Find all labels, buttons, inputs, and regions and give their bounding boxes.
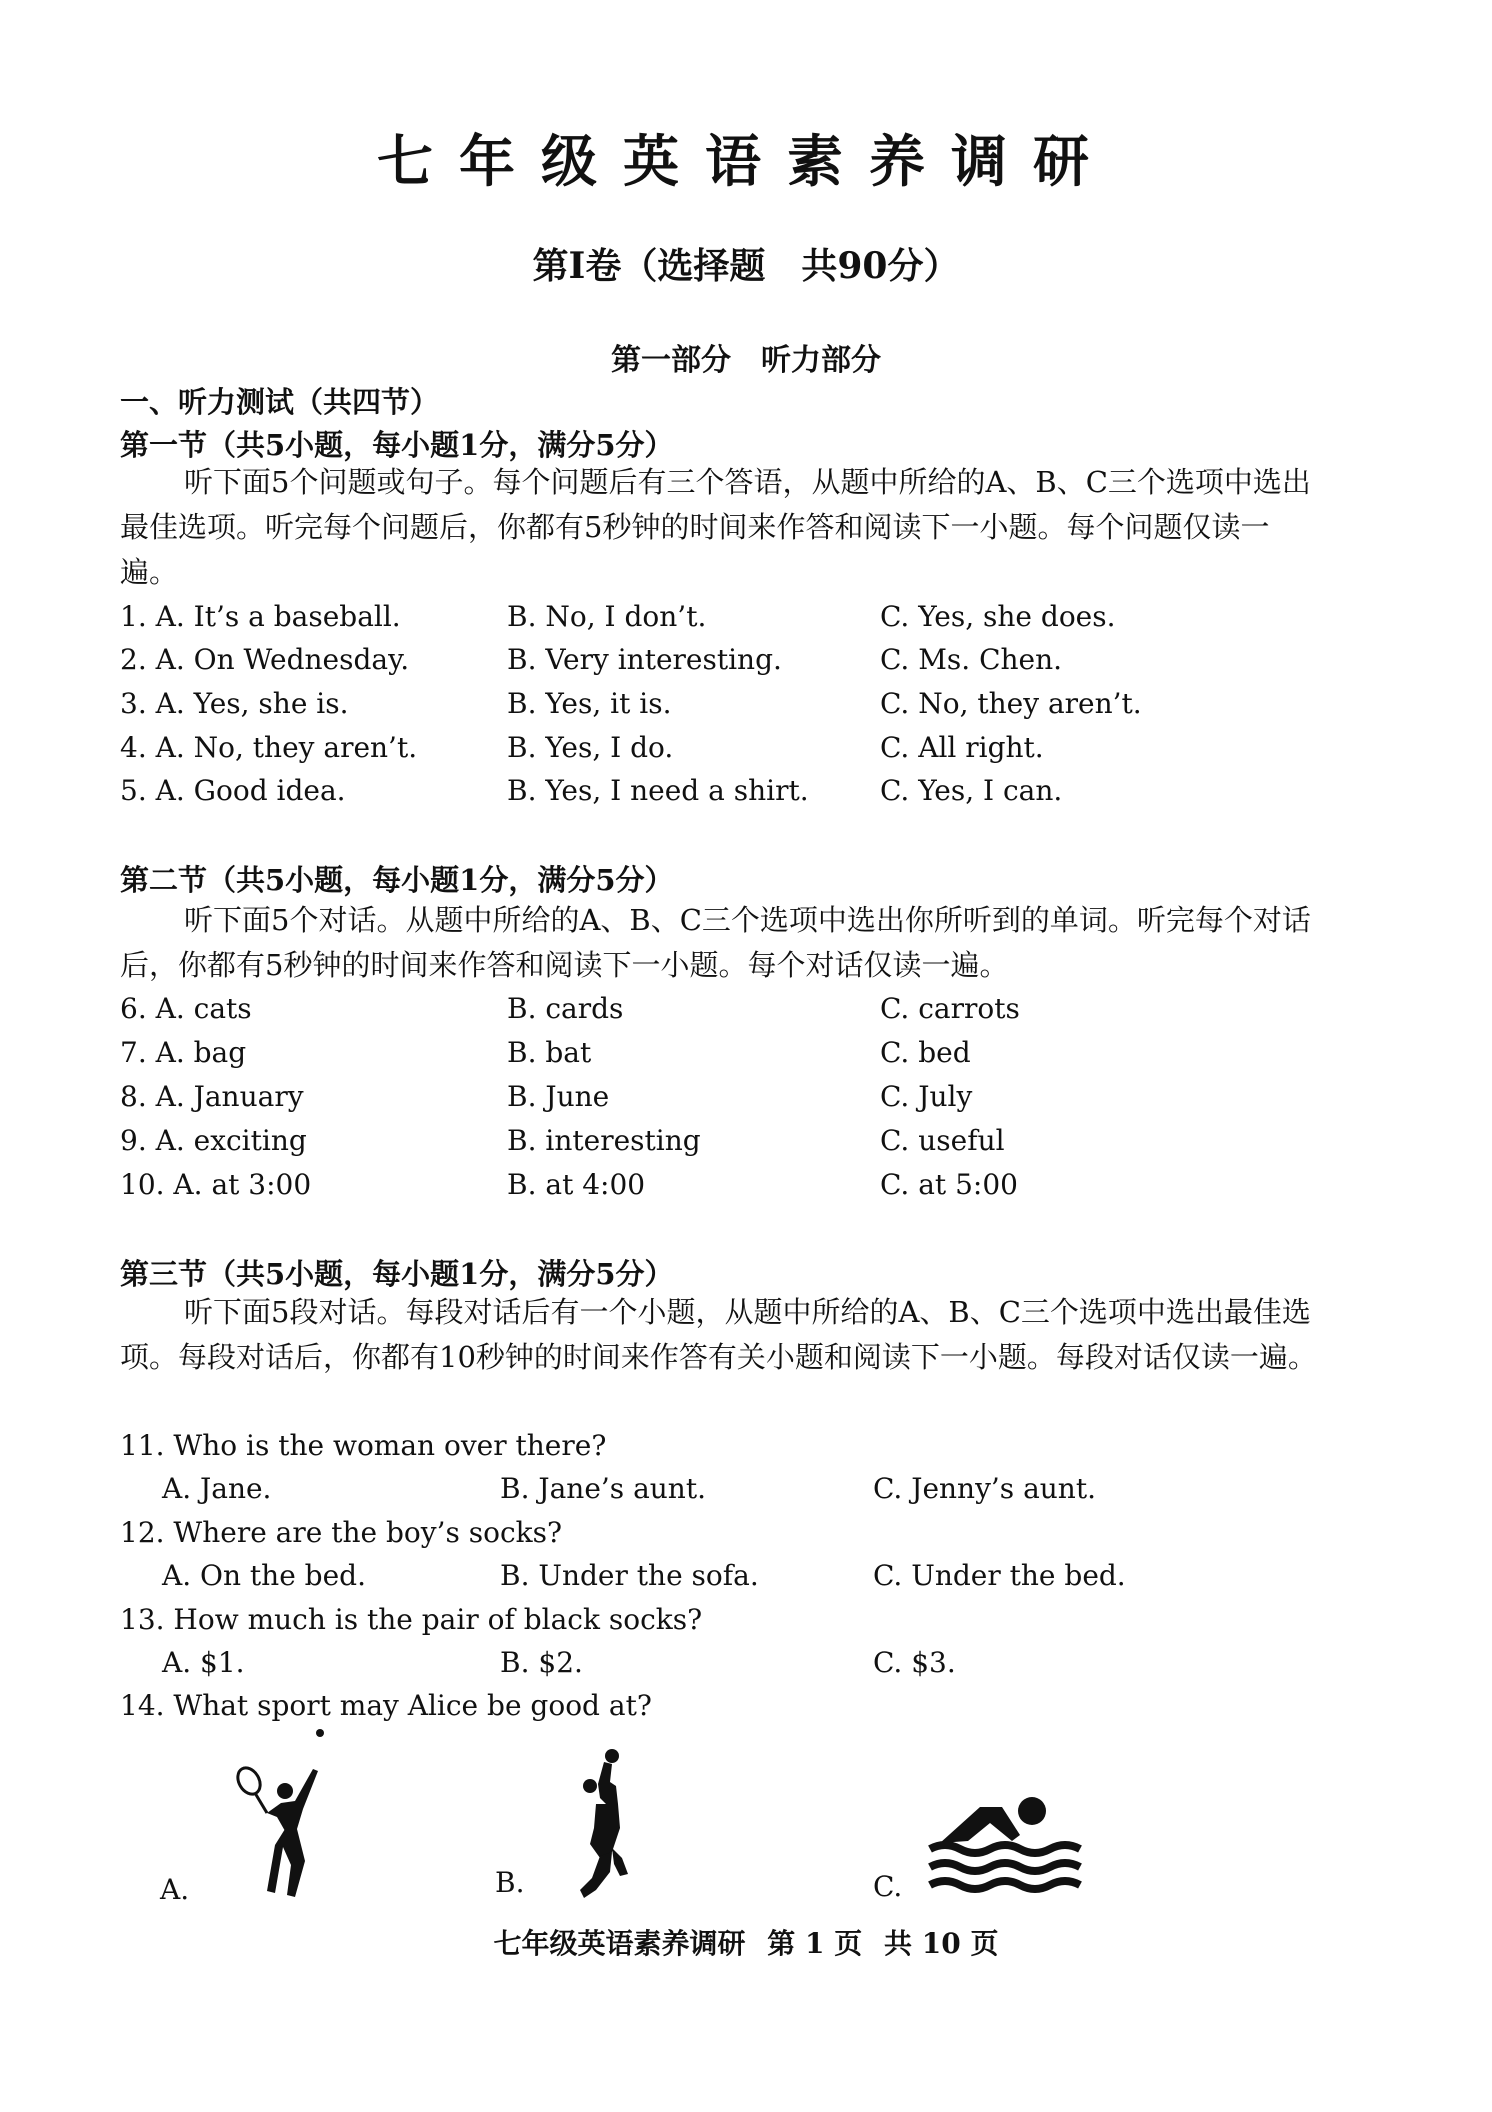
- part1-heading: 第一节（共5小题，每小题1分，满分5分）: [120, 428, 674, 462]
- option-a: 5. A. Good idea.: [120, 774, 346, 807]
- option-b: B. Under the sofa.: [500, 1559, 759, 1592]
- option-a: 8. A. January: [120, 1080, 304, 1113]
- option-a: A. Jane.: [162, 1472, 272, 1505]
- question-text: 14. What sport may Alice be good at?: [120, 1689, 652, 1722]
- option-b: B. interesting: [507, 1124, 701, 1157]
- question-row: [120, 687, 1370, 731]
- volume-subtitle: 第Ⅰ卷（选择题 共90分）: [532, 245, 960, 287]
- option-a: 7. A. bag: [120, 1036, 247, 1069]
- option-b: B. June: [507, 1080, 610, 1113]
- option-c: C. Under the bed.: [873, 1559, 1126, 1592]
- option-c: C. Yes, I can.: [880, 774, 1063, 807]
- tennis-player-icon: [225, 1725, 345, 1900]
- part-title: 第一部分 听力部分: [611, 343, 881, 378]
- option-a: 3. A. Yes, she is.: [120, 687, 349, 720]
- option-a: 4. A. No, they aren’t.: [120, 731, 418, 764]
- section-heading: 一、听力测试（共四节）: [120, 385, 440, 419]
- option-b: B. Yes, I do.: [507, 731, 674, 764]
- option-a: 6. A. cats: [120, 992, 252, 1025]
- option-c: C. All right.: [880, 731, 1044, 764]
- part2-heading: 第二节（共5小题，每小题1分，满分5分）: [120, 863, 674, 897]
- footer-page-number: 第 1 页: [767, 1927, 863, 1960]
- question-row: [120, 1168, 1370, 1212]
- option-b: B. $2.: [500, 1646, 583, 1679]
- part3-instructions: 听下面5段对话。每段对话后有一个小题，从题中所给的A、B、C三个选项中选出最佳选项。每段对话后，你都有10秒钟的时间来作答有关小题和阅读下一小题。每段对话仅读一遍。: [120, 1295, 1317, 1374]
- option-a: 1. A. It’s a baseball.: [120, 600, 401, 633]
- option-c: C. $3.: [873, 1646, 956, 1679]
- question-row: [120, 643, 1370, 687]
- basketball-player-icon: [560, 1748, 650, 1900]
- option-c: C. Yes, she does.: [880, 600, 1116, 633]
- option-c: C. carrots: [880, 992, 1020, 1025]
- option-b: B. at 4:00: [507, 1168, 646, 1201]
- option-c: C. at 5:00: [880, 1168, 1018, 1201]
- question-text: 13. How much is the pair of black socks?: [120, 1603, 703, 1636]
- question-row: [120, 1124, 1370, 1168]
- page-title: 七年级英语素养调研: [377, 129, 1115, 195]
- question-row: [120, 600, 1370, 644]
- option-b: B. cards: [507, 992, 624, 1025]
- footer-total-pages: 共 10 页: [884, 1927, 999, 1960]
- option-c: C. Jenny’s aunt.: [873, 1472, 1096, 1505]
- part1-instructions: 听下面5个问题或句子。每个问题后有三个答语，从题中所给的A、B、C三个选项中选出最佳选项。听完每个问题后，你都有5秒钟的时间来作答和阅读下一小题。每个问题仅读一遍。: [120, 465, 1311, 589]
- option-c-label: C.: [873, 1870, 903, 1903]
- part3-heading: 第三节（共5小题，每小题1分，满分5分）: [120, 1257, 674, 1291]
- option-b: B. Yes, I need a shirt.: [507, 774, 809, 807]
- question-row: [120, 1080, 1370, 1124]
- option-b: B. Jane’s aunt.: [500, 1472, 706, 1505]
- footer-title: 七年级英语素养调研: [493, 1927, 746, 1960]
- option-a: A. $1.: [162, 1646, 245, 1679]
- option-b: B. No, I don’t.: [507, 600, 707, 633]
- question-row: [120, 992, 1370, 1036]
- option-b: B. Very interesting.: [507, 643, 782, 676]
- option-a: 10. A. at 3:00: [120, 1168, 312, 1201]
- question-text: 12. Where are the boy’s socks?: [120, 1516, 562, 1549]
- option-a: A. On the bed.: [162, 1559, 366, 1592]
- option-c: C. No, they aren’t.: [880, 687, 1142, 720]
- part2-instructions: 听下面5个对话。从题中所给的A、B、C三个选项中选出你所听到的单词。听完每个对话后，你都有5秒钟的时间来作答和阅读下一小题。每个对话仅读一遍。: [120, 903, 1311, 982]
- question-text: 11. Who is the woman over there?: [120, 1429, 607, 1462]
- option-a: 9. A. exciting: [120, 1124, 307, 1157]
- page-footer: [0, 1922, 1492, 1962]
- option-c: C. Ms. Chen.: [880, 643, 1063, 676]
- option-c: C. useful: [880, 1124, 1005, 1157]
- option-c: C. bed: [880, 1036, 971, 1069]
- option-b-label: B.: [495, 1866, 525, 1899]
- option-c: C. July: [880, 1080, 973, 1113]
- swimmer-icon: [920, 1785, 1085, 1900]
- option-a-label: A.: [160, 1873, 190, 1906]
- option-b: B. Yes, it is.: [507, 687, 672, 720]
- option-b: B. bat: [507, 1036, 592, 1069]
- question-row: [120, 731, 1370, 775]
- question-row: [120, 1036, 1370, 1080]
- question-row: [120, 774, 1370, 818]
- option-a: 2. A. On Wednesday.: [120, 643, 410, 676]
